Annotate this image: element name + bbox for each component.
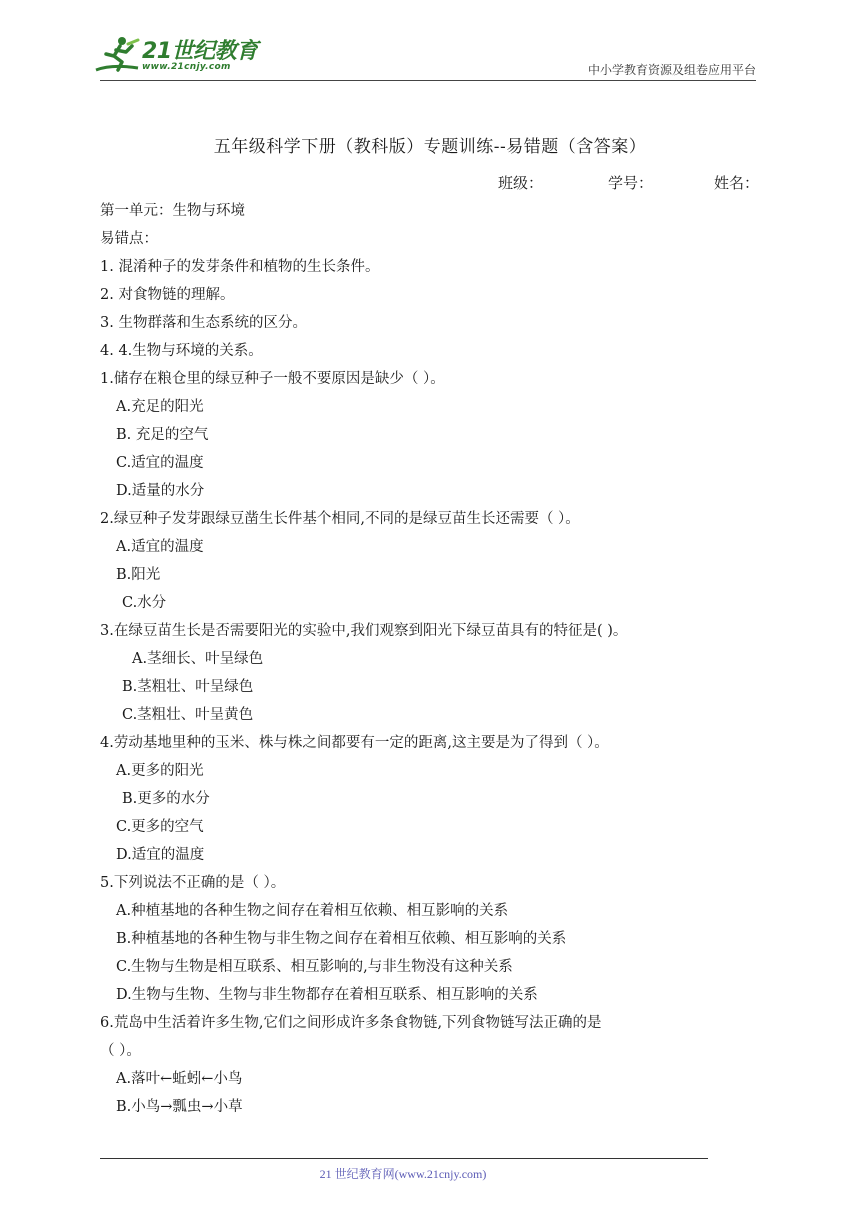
header-divider <box>100 80 756 81</box>
name-label: 姓名： <box>714 174 760 192</box>
question-stem: 4.劳动基地里种的玉米、株与株之间都要有一定的距离,这主要是为了得到（ ）。 <box>100 735 609 751</box>
footer-text[interactable]: 21 世纪教育网(www.21cnjy.com) <box>319 1167 487 1181</box>
error-point: 2. 对食物链的理解。 <box>100 287 235 303</box>
platform-label: 中小学教育资源及组卷应用平台 <box>587 63 756 77</box>
question-option: B. 充足的空气 <box>116 427 209 443</box>
question-option: C.生物与生物是相互联系、相互影响的,与非生物没有这种关系 <box>116 959 513 975</box>
question-stem-continued: （ ）。 <box>100 1043 141 1059</box>
question-option: A.充足的阳光 <box>116 399 204 415</box>
error-point: 3. 生物群落和生态系统的区分。 <box>100 315 307 331</box>
class-label: 班级： <box>498 174 544 192</box>
error-points-title: 易错点： <box>100 231 158 247</box>
question-option: A.更多的阳光 <box>116 763 204 779</box>
question-option: D.生物与生物、生物与非生物都存在着相互联系、相互影响的关系 <box>116 987 538 1003</box>
question-option: C.适宜的温度 <box>116 455 204 471</box>
site-logo <box>92 34 262 78</box>
question-stem: 6.荒岛中生活着许多生物,它们之间形成许多条食物链,下列食物链写法正确的是 <box>100 1015 602 1031</box>
unit-heading: 第一单元：生物与环境 <box>100 203 245 219</box>
question-stem: 5.下列说法不正确的是（ ）。 <box>100 875 286 891</box>
question-option: B.更多的水分 <box>122 791 210 807</box>
error-point: 4. 4.生物与环境的关系。 <box>100 343 263 359</box>
question-option: B.种植基地的各种生物与非生物之间存在着相互依赖、相互影响的关系 <box>116 931 567 947</box>
question-option: D.适宜的温度 <box>116 847 205 863</box>
runner-icon <box>92 34 144 78</box>
student-id-label: 学号： <box>608 174 654 192</box>
question-option: B.茎粗壮、叶呈绿色 <box>122 679 254 695</box>
question-option: A.落叶←蚯蚓←小鸟 <box>116 1071 243 1087</box>
question-stem: 1.储存在粮仓里的绿豆种子一般不要原因是缺少（ ）。 <box>100 371 445 387</box>
question-stem: 2.绿豆种子发芽跟绿豆凿生长件基个相同,不同的是绿豆苗生长还需要（ ）。 <box>100 511 580 527</box>
question-option: D.适量的水分 <box>116 483 205 499</box>
question-option: A.适宜的温度 <box>116 539 204 555</box>
page-title: 五年级科学下册（教科版）专题训练--易错题（含答案） <box>213 137 647 157</box>
question-option: A.种植基地的各种生物之间存在着相互依赖、相互影响的关系 <box>116 903 509 919</box>
question-option: B.小鸟→瓢虫→小草 <box>116 1099 243 1115</box>
question-option: C.水分 <box>122 595 167 611</box>
question-option: A.茎细长、叶呈绿色 <box>132 651 264 667</box>
footer-divider <box>100 1158 708 1159</box>
error-point: 1. 混淆种子的发芽条件和植物的生长条件。 <box>100 259 380 275</box>
question-option: C.茎粗壮、叶呈黄色 <box>122 707 254 723</box>
question-stem: 3.在绿豆苗生长是否需要阳光的实验中,我们观察到阳光下绿豆苗具有的特征是( )。 <box>100 623 628 639</box>
question-option: B.阳光 <box>116 567 161 583</box>
logo-text: 21世纪教育 <box>142 39 258 64</box>
question-option: C.更多的空气 <box>116 819 204 835</box>
logo-url: www.21cnjy.com <box>142 62 231 72</box>
